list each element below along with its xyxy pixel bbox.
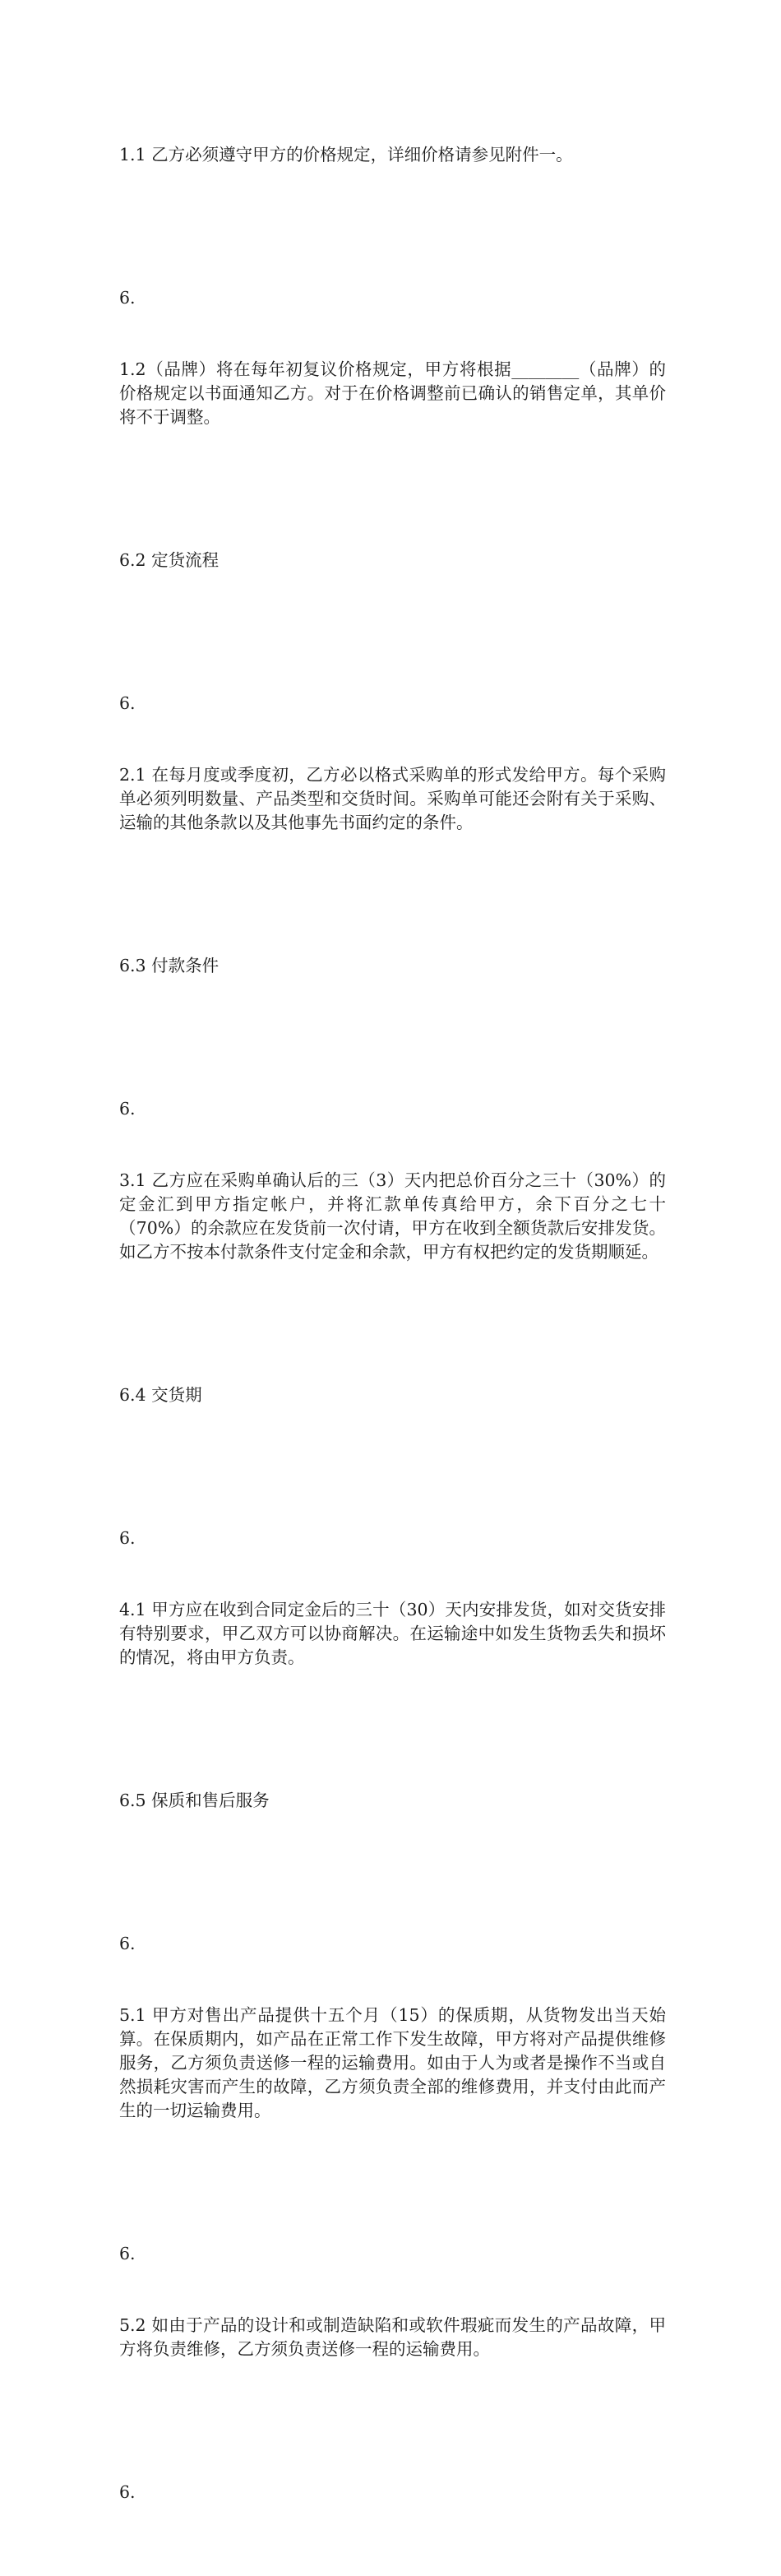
paragraph-line: 4.1 甲方应在收到合同定金后的三十（30）天内安排发货，如对交货安排有特别要求，甲乙双方可以协商解决。在运输途中如发生货物丢失和损坏的情况，将由甲方负责。 <box>119 1600 666 1667</box>
paragraph-line: 6. <box>119 693 136 713</box>
paragraph-warranty-period <box>119 1884 666 2171</box>
paragraph-price-rules <box>119 95 666 215</box>
paragraph-line: 6. <box>119 2244 136 2263</box>
paragraph-line: 5.2 如由于产品的设计和或制造缺陷和或软件瑕疵而发生的产品故障，甲方将负责维修，乙方须负责送修一程的运输费用。 <box>119 2315 666 2359</box>
paragraph-line: 1.1 乙方必须遵守甲方的价格规定，详细价格请参见附件一。 <box>119 145 573 164</box>
section-heading: 6.5 保质和售后服务 <box>119 1791 270 1810</box>
paragraph-ordering <box>119 644 666 883</box>
paragraph-warranty-defects <box>119 2194 666 2409</box>
section-heading: 6.4 交货期 <box>119 1385 202 1405</box>
paragraph-line: 6. <box>119 2482 136 2502</box>
paragraph-line: 2.1 在每月度或季度初，乙方必以格式采购单的形式发给甲方。每个采购单必须列明数量、产品类型和交货时间。采购单可能还会附有关于采购、运输的其他条款以及其他事先书面约定的条件。 <box>119 765 666 832</box>
paragraph-line: 3.1 乙方应在采购单确认后的三（3）天内把总价百分之三十（30%）的定金汇到甲方指定帐户，并将汇款单传真给甲方，余下百分之七十（70%）的余款应在发货前一次付请，甲方在收到全额货款后安排发货。如乙方不按本付款条件支付定金和余款，甲方有权把约定的发货期顺延。 <box>119 1170 666 1262</box>
paragraph-trailing-number <box>119 2433 666 2552</box>
section-heading-ordering <box>119 501 666 620</box>
section-heading-payment <box>119 906 666 1026</box>
contract-text <box>119 95 666 2576</box>
paragraph-delivery <box>119 1479 666 1717</box>
section-heading: 6.3 付款条件 <box>119 956 220 975</box>
section-heading-warranty <box>119 1741 666 1860</box>
paragraph-price-review <box>119 239 666 477</box>
paragraph-line: 1.2（品牌）将在每年初复议价格规定，甲方将根据________（品牌）的价格规定以书面通知乙方。对于在价格调整前已确认的销售定单，其单价将不于调整。 <box>119 359 666 427</box>
paragraph-payment <box>119 1049 666 1312</box>
section-heading-delivery <box>119 1336 666 1455</box>
paragraph-line: 6. <box>119 1528 136 1548</box>
paragraph-line: 6. <box>119 288 136 308</box>
paragraph-line: 6. <box>119 1099 136 1119</box>
section-heading: 6.2 定货流程 <box>119 550 220 570</box>
paragraph-line: 6. <box>119 1934 136 1953</box>
paragraph-line: 5.1 甲方对售出产品提供十五个月（15）的保质期，从货物发出当天始算。在保质期内，如产品在正常工作下发生故障，甲方将对产品提供维修服务，乙方须负责送修一程的运输费用。如由于人为或者是操作不当或自然损耗灾害而产生的故障，乙方须负责全部的维修费用，并支付由此而产生的一切运输费用。 <box>119 2005 666 2120</box>
